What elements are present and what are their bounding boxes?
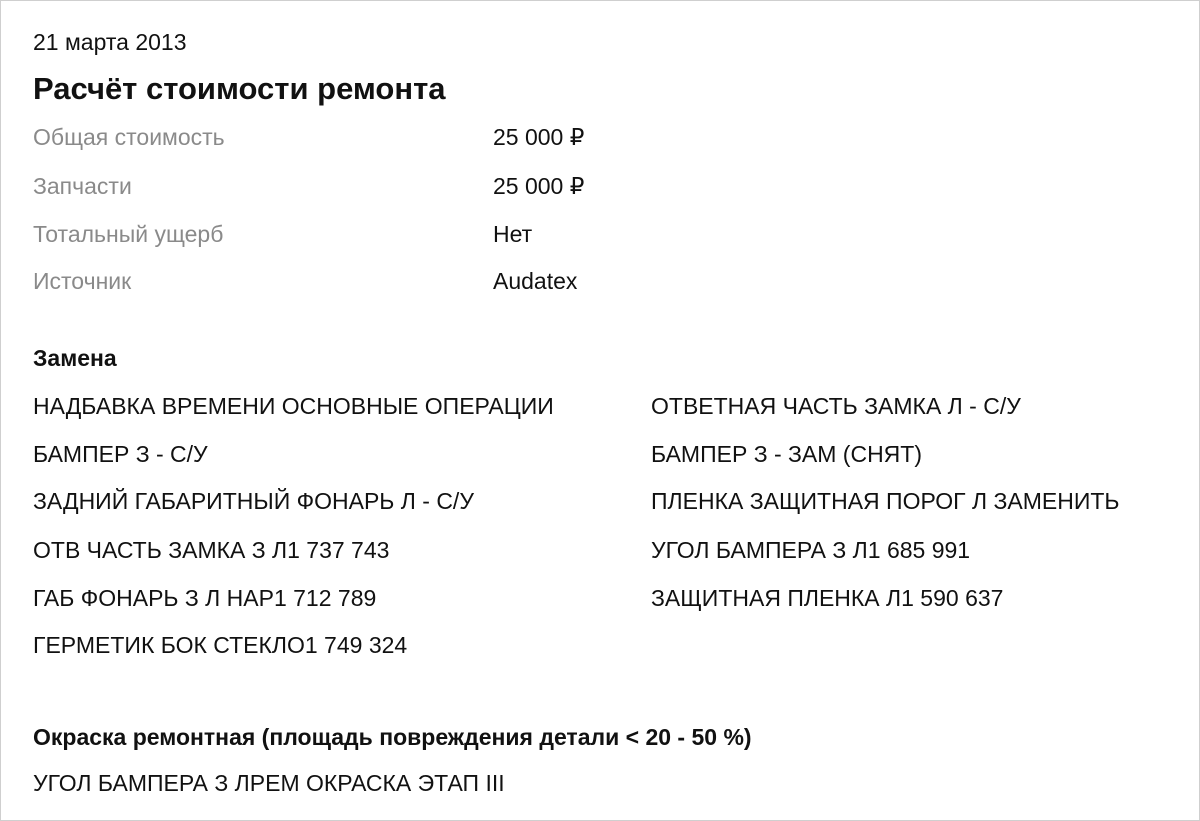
summary-value: 25 000 ₽ bbox=[493, 173, 585, 199]
list-item: НАДБАВКА ВРЕМЕНИ ОСНОВНЫЕ ОПЕРАЦИИ bbox=[33, 393, 554, 419]
summary-row-total-loss bbox=[33, 219, 933, 249]
list-item: ОТВ ЧАСТЬ ЗАМКА З Л1 737 743 bbox=[33, 537, 390, 563]
list-item: ЗАЩИТНАЯ ПЛЕНКА Л1 590 637 bbox=[651, 585, 1004, 611]
summary-row-source bbox=[33, 266, 933, 296]
summary-row-total-cost bbox=[33, 122, 933, 152]
summary-value: Нет bbox=[493, 221, 533, 247]
list-item: УГОЛ БАМПЕРА З ЛРЕМ ОКРАСКА ЭТАП III bbox=[33, 770, 505, 796]
summary-value: 25 000 ₽ bbox=[493, 124, 585, 150]
page-title: Расчёт стоимости ремонта bbox=[33, 71, 446, 106]
estimate-date: 21 марта 2013 bbox=[33, 29, 187, 55]
replacement-section-title: Замена bbox=[33, 345, 117, 371]
summary-row-parts bbox=[33, 171, 933, 201]
list-item: ГАБ ФОНАРЬ З Л НАР1 712 789 bbox=[33, 585, 377, 611]
list-item: УГОЛ БАМПЕРА З Л1 685 991 bbox=[651, 537, 971, 563]
summary-label: Тотальный ущерб bbox=[33, 221, 224, 247]
summary-label: Запчасти bbox=[33, 173, 132, 199]
list-item: ОТВЕТНАЯ ЧАСТЬ ЗАМКА Л - С/У bbox=[651, 393, 1021, 419]
summary-label: Источник bbox=[33, 268, 132, 294]
list-item: ГЕРМЕТИК БОК СТЕКЛО1 749 324 bbox=[33, 632, 408, 658]
painting-section-title: Окраска ремонтная (площадь повреждения детали < 20 - 50 %) bbox=[33, 724, 752, 750]
summary-value: Audatex bbox=[493, 268, 578, 294]
list-item: ПЛЕНКА ЗАЩИТНАЯ ПОРОГ Л ЗАМЕНИТЬ bbox=[651, 488, 1120, 514]
list-item: БАМПЕР З - ЗАМ (СНЯТ) bbox=[651, 441, 923, 467]
summary-label: Общая стоимость bbox=[33, 124, 225, 150]
list-item: БАМПЕР З - С/У bbox=[33, 441, 208, 467]
list-item: ЗАДНИЙ ГАБАРИТНЫЙ ФОНАРЬ Л - С/У bbox=[33, 488, 474, 514]
